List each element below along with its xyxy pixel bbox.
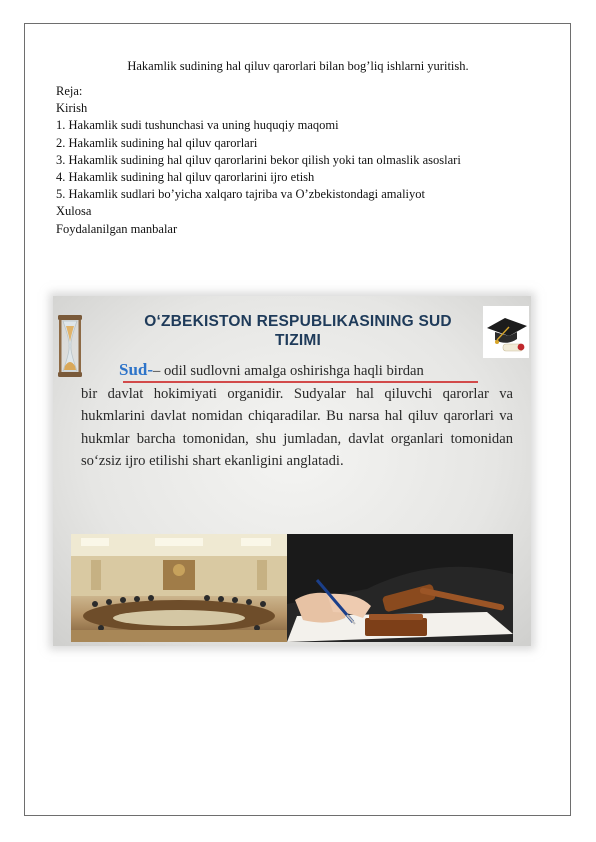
court-system-slide-image — [53, 296, 531, 646]
plan-item: Foydalanilgan manbalar — [56, 221, 178, 236]
judge-gavel-photo — [287, 534, 513, 642]
slide-text-rest: bir davlat hokimiyati organidir. Sudyalar hal qiluvchi qarorlar va hukmlarini davlat nomidan chiqaradilar. Bu narsa hal qiluv qarorlari va hukmlar barcha tomonidan, shu jumladan, davlat organlari tomonidan so‘zsiz ijro etilishi shart ekanligini anglatadi. — [81, 385, 513, 469]
slide-title-line1: O‘ZBEKISTON RESPUBLIKASINING SUD — [144, 313, 452, 330]
plan-item: Kirish — [56, 101, 88, 116]
plan-heading: Reja: — [56, 84, 83, 98]
plan-item: 1. Hakamlik sudi tushunchasi va uning huquqiy maqomi — [56, 118, 339, 133]
plan-item: 4. Hakamlik sudining hal qiluv qarorlarini ijro etish — [56, 170, 315, 185]
hourglass-icon — [57, 314, 83, 378]
document-title: Hakamlik sudining hal qiluv qarorlari bilan bog’liq ishlarni yuritish. — [127, 59, 469, 73]
slide-title-line2: TIZIMI — [275, 332, 321, 349]
slide-body-text — [81, 359, 513, 473]
courtroom-photo — [71, 534, 287, 642]
plan-list — [56, 83, 461, 238]
slide-text-line1: – odil sudlovni amalga oshirishga haqli birdan — [153, 363, 424, 379]
plan-item: 2. Hakamlik sudining hal qiluv qarorlari — [56, 135, 258, 150]
plan-item: 3. Hakamlik sudining hal qiluv qarorlarini bekor qilish yoki tan olmaslik asoslari — [56, 152, 461, 167]
plan-item: 5. Hakamlik sudlari bo’yicha xalqaro tajriba va O’zbekistondagi amaliyot — [56, 187, 425, 202]
highlight-word: Sud- — [119, 360, 154, 379]
plan-item: Xulosa — [56, 204, 92, 219]
